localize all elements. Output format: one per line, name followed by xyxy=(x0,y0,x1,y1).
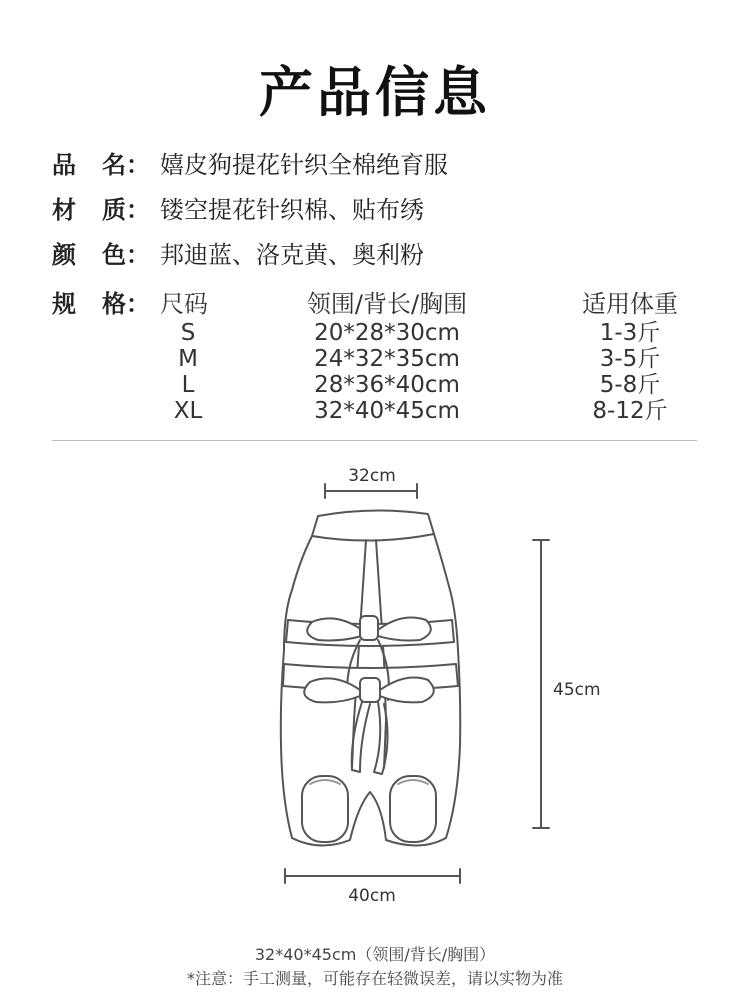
spec-measure-xl: 32*40*45cm xyxy=(314,398,460,424)
page-title: 产品信息 xyxy=(259,61,491,124)
length-dimension xyxy=(533,540,549,828)
top-width-label: 32cm xyxy=(348,466,396,486)
spec-weight-xl: 8-12斤 xyxy=(592,398,668,424)
spec-weight-s: 1-3斤 xyxy=(599,320,661,346)
spec-measure-s: 20*28*30cm xyxy=(314,320,460,346)
top-width-dimension xyxy=(325,484,417,498)
spec-size-l: L xyxy=(181,372,195,398)
product-material: 镂空提花针织棉、贴布绣 xyxy=(160,196,424,224)
bottom-width-dimension xyxy=(285,869,460,883)
spec-size-xl: XL xyxy=(173,398,203,424)
measurement-note: *注意：手工测量，可能存在轻微误差，请以实物为准 xyxy=(186,969,563,988)
lower-bow xyxy=(304,678,434,774)
length-label: 45cm xyxy=(553,680,601,700)
spec-measure-l: 28*36*40cm xyxy=(314,372,460,398)
info-row-color: 颜 色： 邦迪蓝、洛克黄、奥利粉 xyxy=(52,241,424,269)
info-row-name: 品 名： 嬉皮狗提花针织全棉绝育服 xyxy=(52,151,448,179)
diagram-caption: 32*40*45cm（领围/背长/胸围） xyxy=(254,945,496,964)
product-colors: 邦迪蓝、洛克黄、奥利粉 xyxy=(160,241,424,269)
spec-label: 规 格： xyxy=(52,290,150,318)
spec-weight-m: 3-5斤 xyxy=(599,346,661,372)
left-leg-cuff xyxy=(302,776,348,842)
spec-size-m: M xyxy=(178,346,198,372)
bottom-width-label: 40cm xyxy=(348,886,396,906)
spec-size-s: S xyxy=(180,320,196,346)
spec-weight-l: 5-8斤 xyxy=(599,372,661,398)
spec-header-size: 尺码 xyxy=(160,290,208,318)
collar-outline xyxy=(312,510,434,540)
product-name: 嬉皮狗提花针织全棉绝育服 xyxy=(160,151,448,179)
spec-header-weight: 适用体重 xyxy=(582,290,678,318)
right-leg-cuff xyxy=(390,776,436,842)
info-row-material: 材 质： 镂空提花针织棉、贴布绣 xyxy=(52,196,424,224)
spec-measure-m: 24*32*35cm xyxy=(314,346,460,372)
spec-header-measure: 领围/背长/胸围 xyxy=(306,290,468,318)
